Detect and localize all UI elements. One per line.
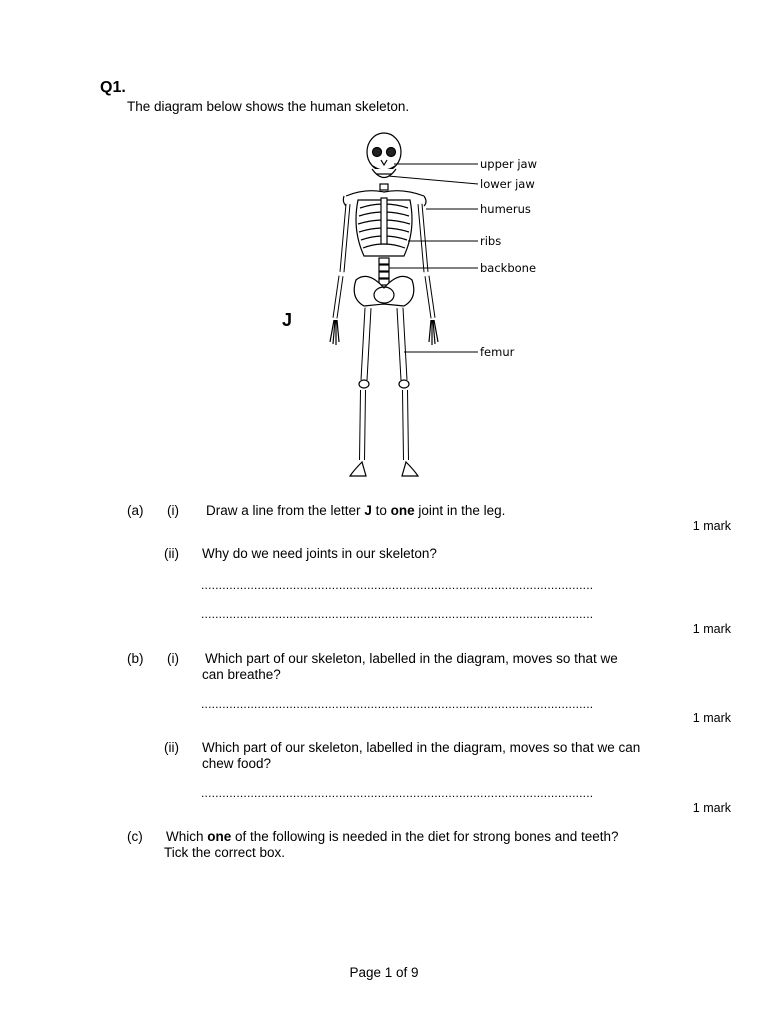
- part-c-bold-1: one: [207, 829, 232, 844]
- label-backbone: backbone: [480, 261, 537, 275]
- question-number: Q1.: [100, 79, 126, 96]
- label-lower-jaw: lower jaw: [480, 177, 535, 191]
- part-c-text-2: of the following is needed in the diet for strong bones and teeth?: [231, 829, 619, 844]
- answer-line-a-ii-2[interactable]: ...............................................................................................................: [201, 607, 594, 621]
- question-intro: The diagram below shows the human skeleton.: [127, 99, 410, 114]
- part-b-i-question-line-2: can breathe?: [202, 667, 281, 682]
- part-c-question: [166, 829, 619, 845]
- label-upper-jaw: upper jaw: [480, 157, 537, 171]
- mark-a-i: 1 mark: [692, 519, 731, 533]
- mark-b-ii: 1 mark: [692, 801, 731, 815]
- answer-line-a-ii-1[interactable]: ...............................................................................................................: [201, 578, 594, 592]
- part-b-ii-question-line-1: Which part of our skeleton, labelled in the diagram, moves so that we can: [202, 740, 641, 755]
- part-a-label: (a): [127, 503, 144, 518]
- part-c-text-1: Which: [166, 829, 208, 844]
- part-a-i-bold-2: one: [390, 503, 415, 518]
- part-c-instruction: Tick the correct box.: [164, 845, 286, 860]
- part-b-i-label: (i): [167, 651, 179, 666]
- part-b-label: (b): [127, 651, 144, 666]
- label-humerus: humerus: [480, 202, 531, 216]
- part-a-i-text-3: joint in the leg.: [414, 503, 506, 518]
- label-ribs: ribs: [480, 234, 502, 248]
- part-a-i-bold-1: J: [364, 503, 372, 518]
- part-c-label: (c): [127, 829, 143, 844]
- label-femur: femur: [480, 345, 515, 359]
- part-a-ii-question: Why do we need joints in our skeleton?: [202, 546, 437, 561]
- part-a-i-label: (i): [167, 503, 179, 518]
- part-a-ii-label: (ii): [164, 546, 179, 561]
- part-a-i-text-2: to: [371, 503, 391, 518]
- part-b-ii-label: (ii): [164, 740, 179, 755]
- part-a-i-question: [206, 503, 505, 519]
- mark-a-ii: 1 mark: [692, 622, 731, 636]
- page-number: Page 1 of 9: [349, 965, 419, 980]
- skeleton-diagram: [320, 130, 550, 490]
- part-b-i-question-line-1: Which part of our skeleton, labelled in the diagram, moves so that we: [205, 651, 618, 666]
- part-a-i-text-1: Draw a line from the letter: [206, 503, 365, 518]
- answer-line-b-ii[interactable]: ...............................................................................................................: [201, 786, 594, 800]
- letter-j: J: [282, 310, 293, 330]
- answer-line-b-i[interactable]: ...............................................................................................................: [201, 697, 594, 711]
- part-b-ii-question-line-2: chew food?: [202, 756, 272, 771]
- mark-b-i: 1 mark: [692, 711, 731, 725]
